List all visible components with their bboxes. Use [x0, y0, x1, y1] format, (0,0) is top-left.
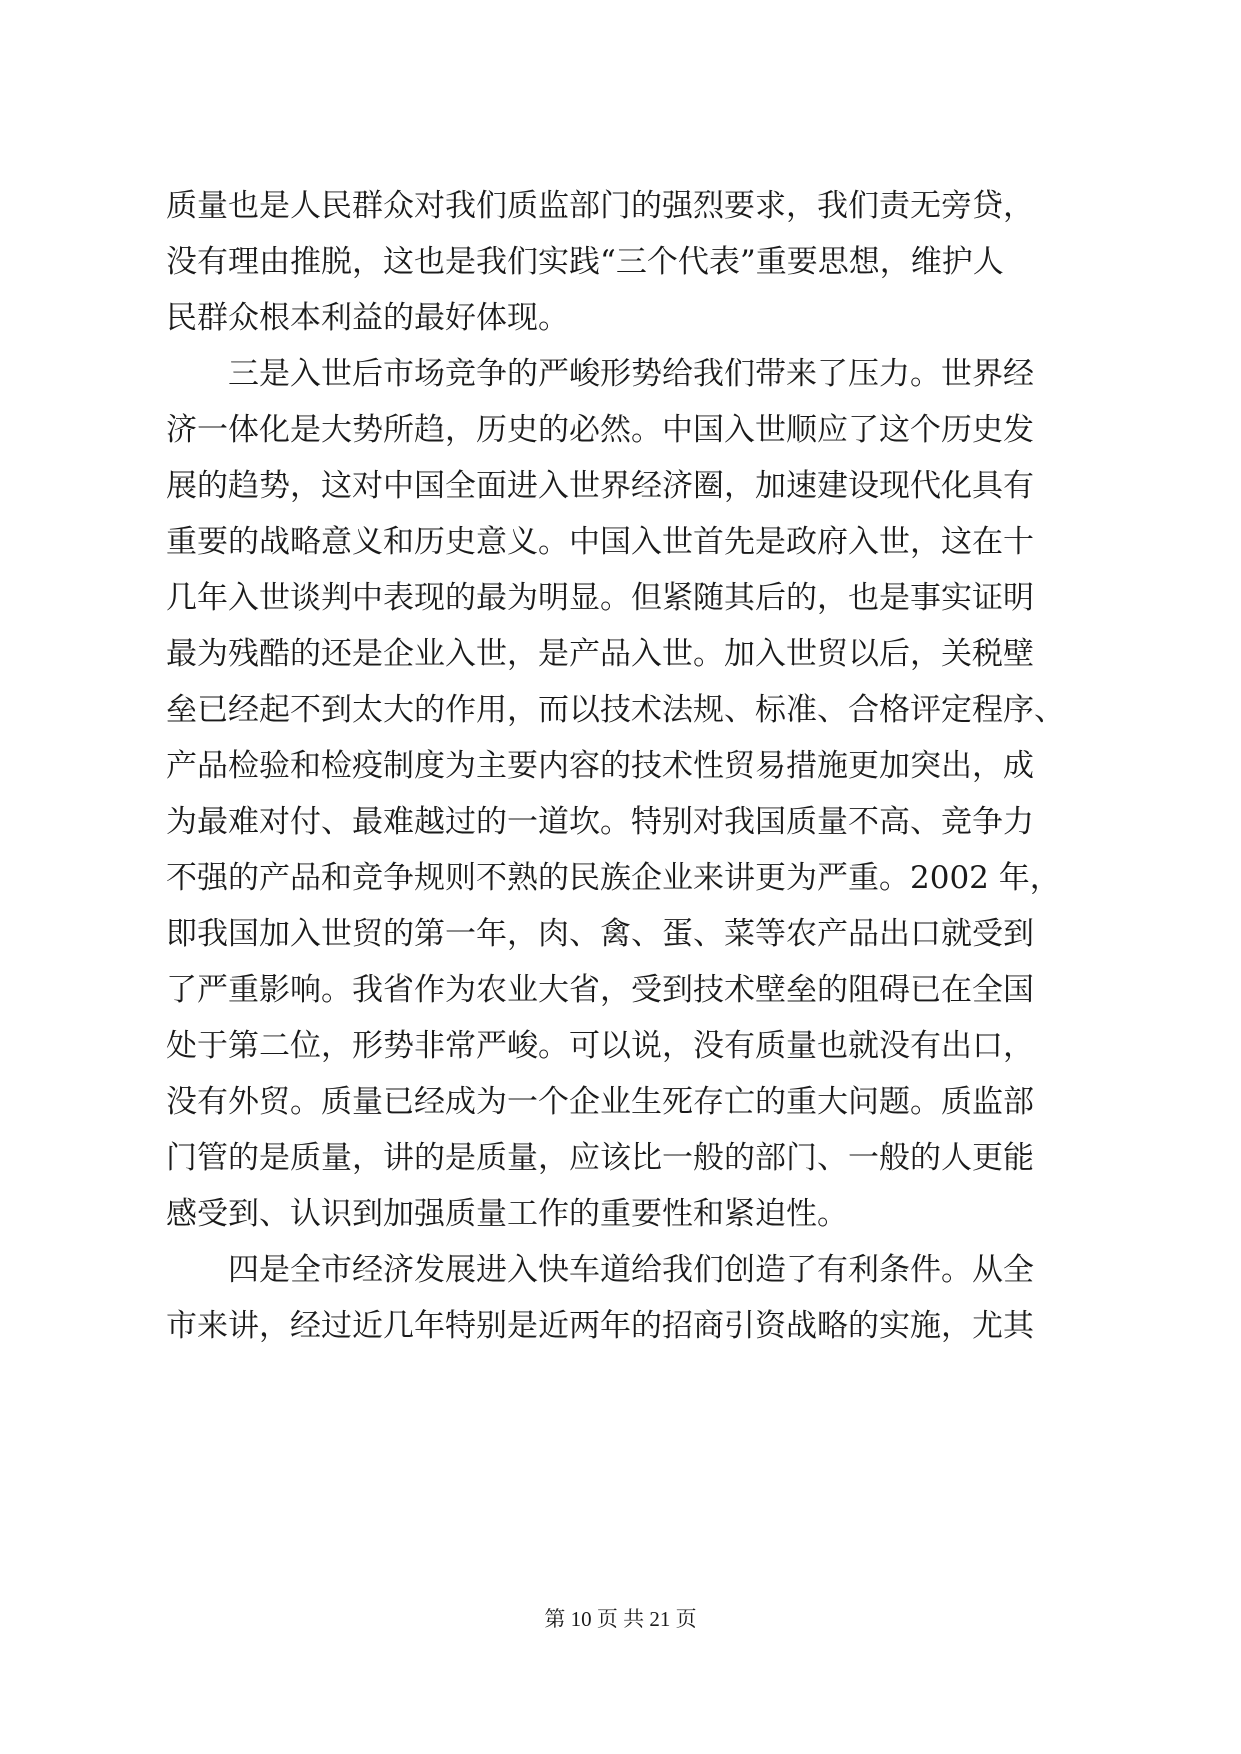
text-line: 垒已经起不到太大的作用，而以技术法规、标准、合格评定程序、 [166, 692, 1065, 728]
text-line: 感受到、认识到加强质量工作的重要性和紧迫性。 [166, 1196, 848, 1232]
text-line: 质量也是人民群众对我们质监部门的强烈要求，我们责无旁贷， [166, 188, 1034, 224]
text-line: 展的趋势，这对中国全面进入世界经济圈，加速建设现代化具有 [166, 468, 1034, 504]
text-line: 处于第二位，形势非常严峻。可以说，没有质量也就没有出口， [166, 1028, 1034, 1064]
text-line: 民群众根本利益的最好体现。 [166, 300, 569, 336]
text-line: 不强的产品和竞争规则不熟的民族企业来讲更为严重。2002 年， [166, 860, 1061, 896]
paragraph-first-line: 四是全市经济发展进入快车道给我们创造了有利条件。从全 [228, 1252, 1034, 1288]
text-line: 门管的是质量，讲的是质量，应该比一般的部门、一般的人更能 [166, 1140, 1034, 1176]
text-line: 最为残酷的还是企业入世，是产品入世。加入世贸以后，关税壁 [166, 636, 1034, 672]
page-number: 第 10 页 共 21 页 [544, 1607, 697, 1631]
text-line: 为最难对付、最难越过的一道坎。特别对我国质量不高、竞争力 [166, 804, 1034, 840]
text-line: 市来讲，经过近几年特别是近两年的招商引资战略的实施，尤其 [166, 1308, 1034, 1344]
paragraph-first-line: 三是入世后市场竞争的严峻形势给我们带来了压力。世界经 [228, 356, 1034, 392]
text-line: 即我国加入世贸的第一年，肉、禽、蛋、菜等农产品出口就受到 [166, 916, 1034, 952]
text-line: 产品检验和检疫制度为主要内容的技术性贸易措施更加突出，成 [166, 748, 1034, 784]
text-line: 了严重影响。我省作为农业大省，受到技术壁垒的阻碍已在全国 [166, 972, 1034, 1008]
text-line: 没有理由推脱，这也是我们实践“三个代表”重要思想，维护人 [166, 244, 1004, 280]
text-line: 没有外贸。质量已经成为一个企业生死存亡的重大问题。质监部 [166, 1084, 1034, 1120]
text-line: 重要的战略意义和历史意义。中国入世首先是政府入世，这在十 [166, 524, 1034, 560]
text-line: 济一体化是大势所趋，历史的必然。中国入世顺应了这个历史发 [166, 412, 1034, 448]
text-line: 几年入世谈判中表现的最为明显。但紧随其后的，也是事实证明 [166, 580, 1034, 616]
